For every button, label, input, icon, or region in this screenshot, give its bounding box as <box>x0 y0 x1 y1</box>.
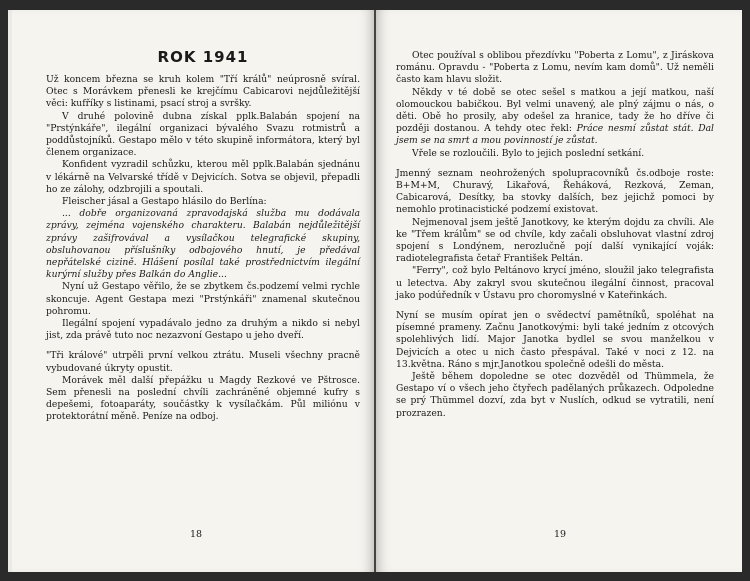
paragraph: Jmenný seznam neohrožených spolupracovníků čs.odboje roste: B+M+M, Churavý, Likařová, Řeháková, Rezková, Zeman, Cabicarová, Desítky, ba stovky dalších, bez jejichž pomoci by nemohlo protinacistické podzemí existovat. <box>396 167 714 216</box>
right-page-text <box>396 50 714 420</box>
page-number-right: 19 <box>554 529 567 540</box>
chapter-title: ROK 1941 <box>157 48 249 66</box>
paragraph: "Tři králové" utrpěli první velkou ztrátu. Museli všechny pracně vybudované úkryty opustit. <box>46 350 360 374</box>
paragraph: Morávek měl další přepážku u Magdy Rezkové ve Pštrosce. Sem přenesli na poslední chvíli zachráněné objemné kufry s depešemi, fotoaparáty, součástky k vysílačkám. Půl miliónu v protektorátní měně. Peníze na odboj. <box>46 374 360 423</box>
paragraph: Ilegální spojení vypadávalo jedno za druhým a nikdo si nebyl jist, zda právě tuto noc nezazvoní Gestapo u jeho dveří. <box>46 318 360 342</box>
left-page <box>8 10 374 572</box>
right-page <box>376 10 742 572</box>
paragraph: V druhé polovině dubna získal pplk.Balabán spojení na "Prstýnkáře", ilegální organizaci bývalého Svazu rotmistrů a poddůstojníků. Gestapo mělo v této skupině informátora, který byl členem organizace. <box>46 110 360 159</box>
paragraph: Nyní už Gestapo věřilo, že se zbytkem čs.podzemí velmi rychle skoncuje. Agent Gestapa mezi "Prstýnkáři" znamenal skutečnou pohromu. <box>46 281 360 317</box>
paragraph: "Ferry", což bylo Peltánovo krycí jméno, sloužil jako telegrafista u letectva. Aby zakryl svou skutečnou ilegální činnost, pracoval jako podúředník v Ústavu pro choromyslné v Kateřinkách. <box>396 265 714 301</box>
paragraph: ... dobře organizovaná zpravodajská služba mu dodávala zprávy, zejména vojenského charakteru. Balabán nejdůležitější zprávy zašifrovával a vysílačkou telegrafické skupiny, obsluhovanou příslušníky odbojového hnutí, je předával nepřátelské cizině. Hlášení posílal také prostřednictvím ilegální kurýrní služby přes Balkán do Anglie... <box>46 208 360 281</box>
paragraph: Vřele se rozloučili. Bylo to jejich poslední setkání. <box>412 147 645 159</box>
paragraph: Otec používal s oblibou přezdívku "Poberta z Lomu", z Jiráskova románu. Opravdu - "Poberta z Lomu, nevím kam domů". Už neměli často kam hlavu složit. <box>396 50 714 86</box>
paragraph: Nejmenoval jsem ještě Janotkovy, ke kterým dojdu za chvíli. Ale ke "Třem králům" se od chvíle, kdy začali obsluhovat vlastní zdroj spojení s Londýnem, nerozlučně pojí další vynikající voják: radiotelegrafista četař František Peltán. <box>396 216 714 265</box>
page-number-left: 18 <box>190 529 203 540</box>
open-book <box>8 10 742 572</box>
paragraph: Fleischer jásal a Gestapo hlásilo do Berlína: <box>62 196 267 208</box>
page-edge <box>8 10 12 572</box>
paragraph: Nyní se musím opírat jen o svědectví pamětníků, spoléhat na písemné prameny. Začnu Janotkovými: byli také jedním z otcových spolehlivých lidí. Major Janotka bydlel se svou manželkou v Dejvicích a otec u nich často přespával. Také v noci z 12. na 13.května. Ráno s mjr.Janotkou společně odešli do města. <box>396 310 714 370</box>
paragraph: Ještě během dopoledne se otec dozvěděl od Thümmela, že Gestapo ví o všech jeho čtyřech padělaných průkazech. Odpoledne se prý Thümmel dozví, zda byt v Nuslích, odkud se vytratili, není prozrazen. <box>396 371 714 419</box>
left-page-text <box>46 74 360 424</box>
paragraph: Konfident vyzradil schůzku, kterou měl pplk.Balabán sjednánu v lékárně na Velvarské třídě v Dejvicích. Sotva se objevil, přepadli ho ze zálohy, odzbrojili a spoutali. <box>46 159 360 195</box>
paragraph: Už koncem března se kruh kolem "Tří králů" neúprosně svíral. Otec s Morávkem přenesli ke krejčímu Cabicarovi nejdůležitější věci: kufříky s listinami, psací stroj a svršky. <box>46 74 360 110</box>
paragraph: Někdy v té době se otec sešel s matkou a její matkou, naší olomouckou babičkou. Byl velmi unavený, ale plný zájmu o nás, o děti. Obě ho prosily, aby odešel za hranice, tady že ho dříve či později dostanou. A tehdy otec řekl: Práce nesmí zůstat stát. Dal jsem se na smrt a mou povinností je zůstat. <box>396 86 714 147</box>
